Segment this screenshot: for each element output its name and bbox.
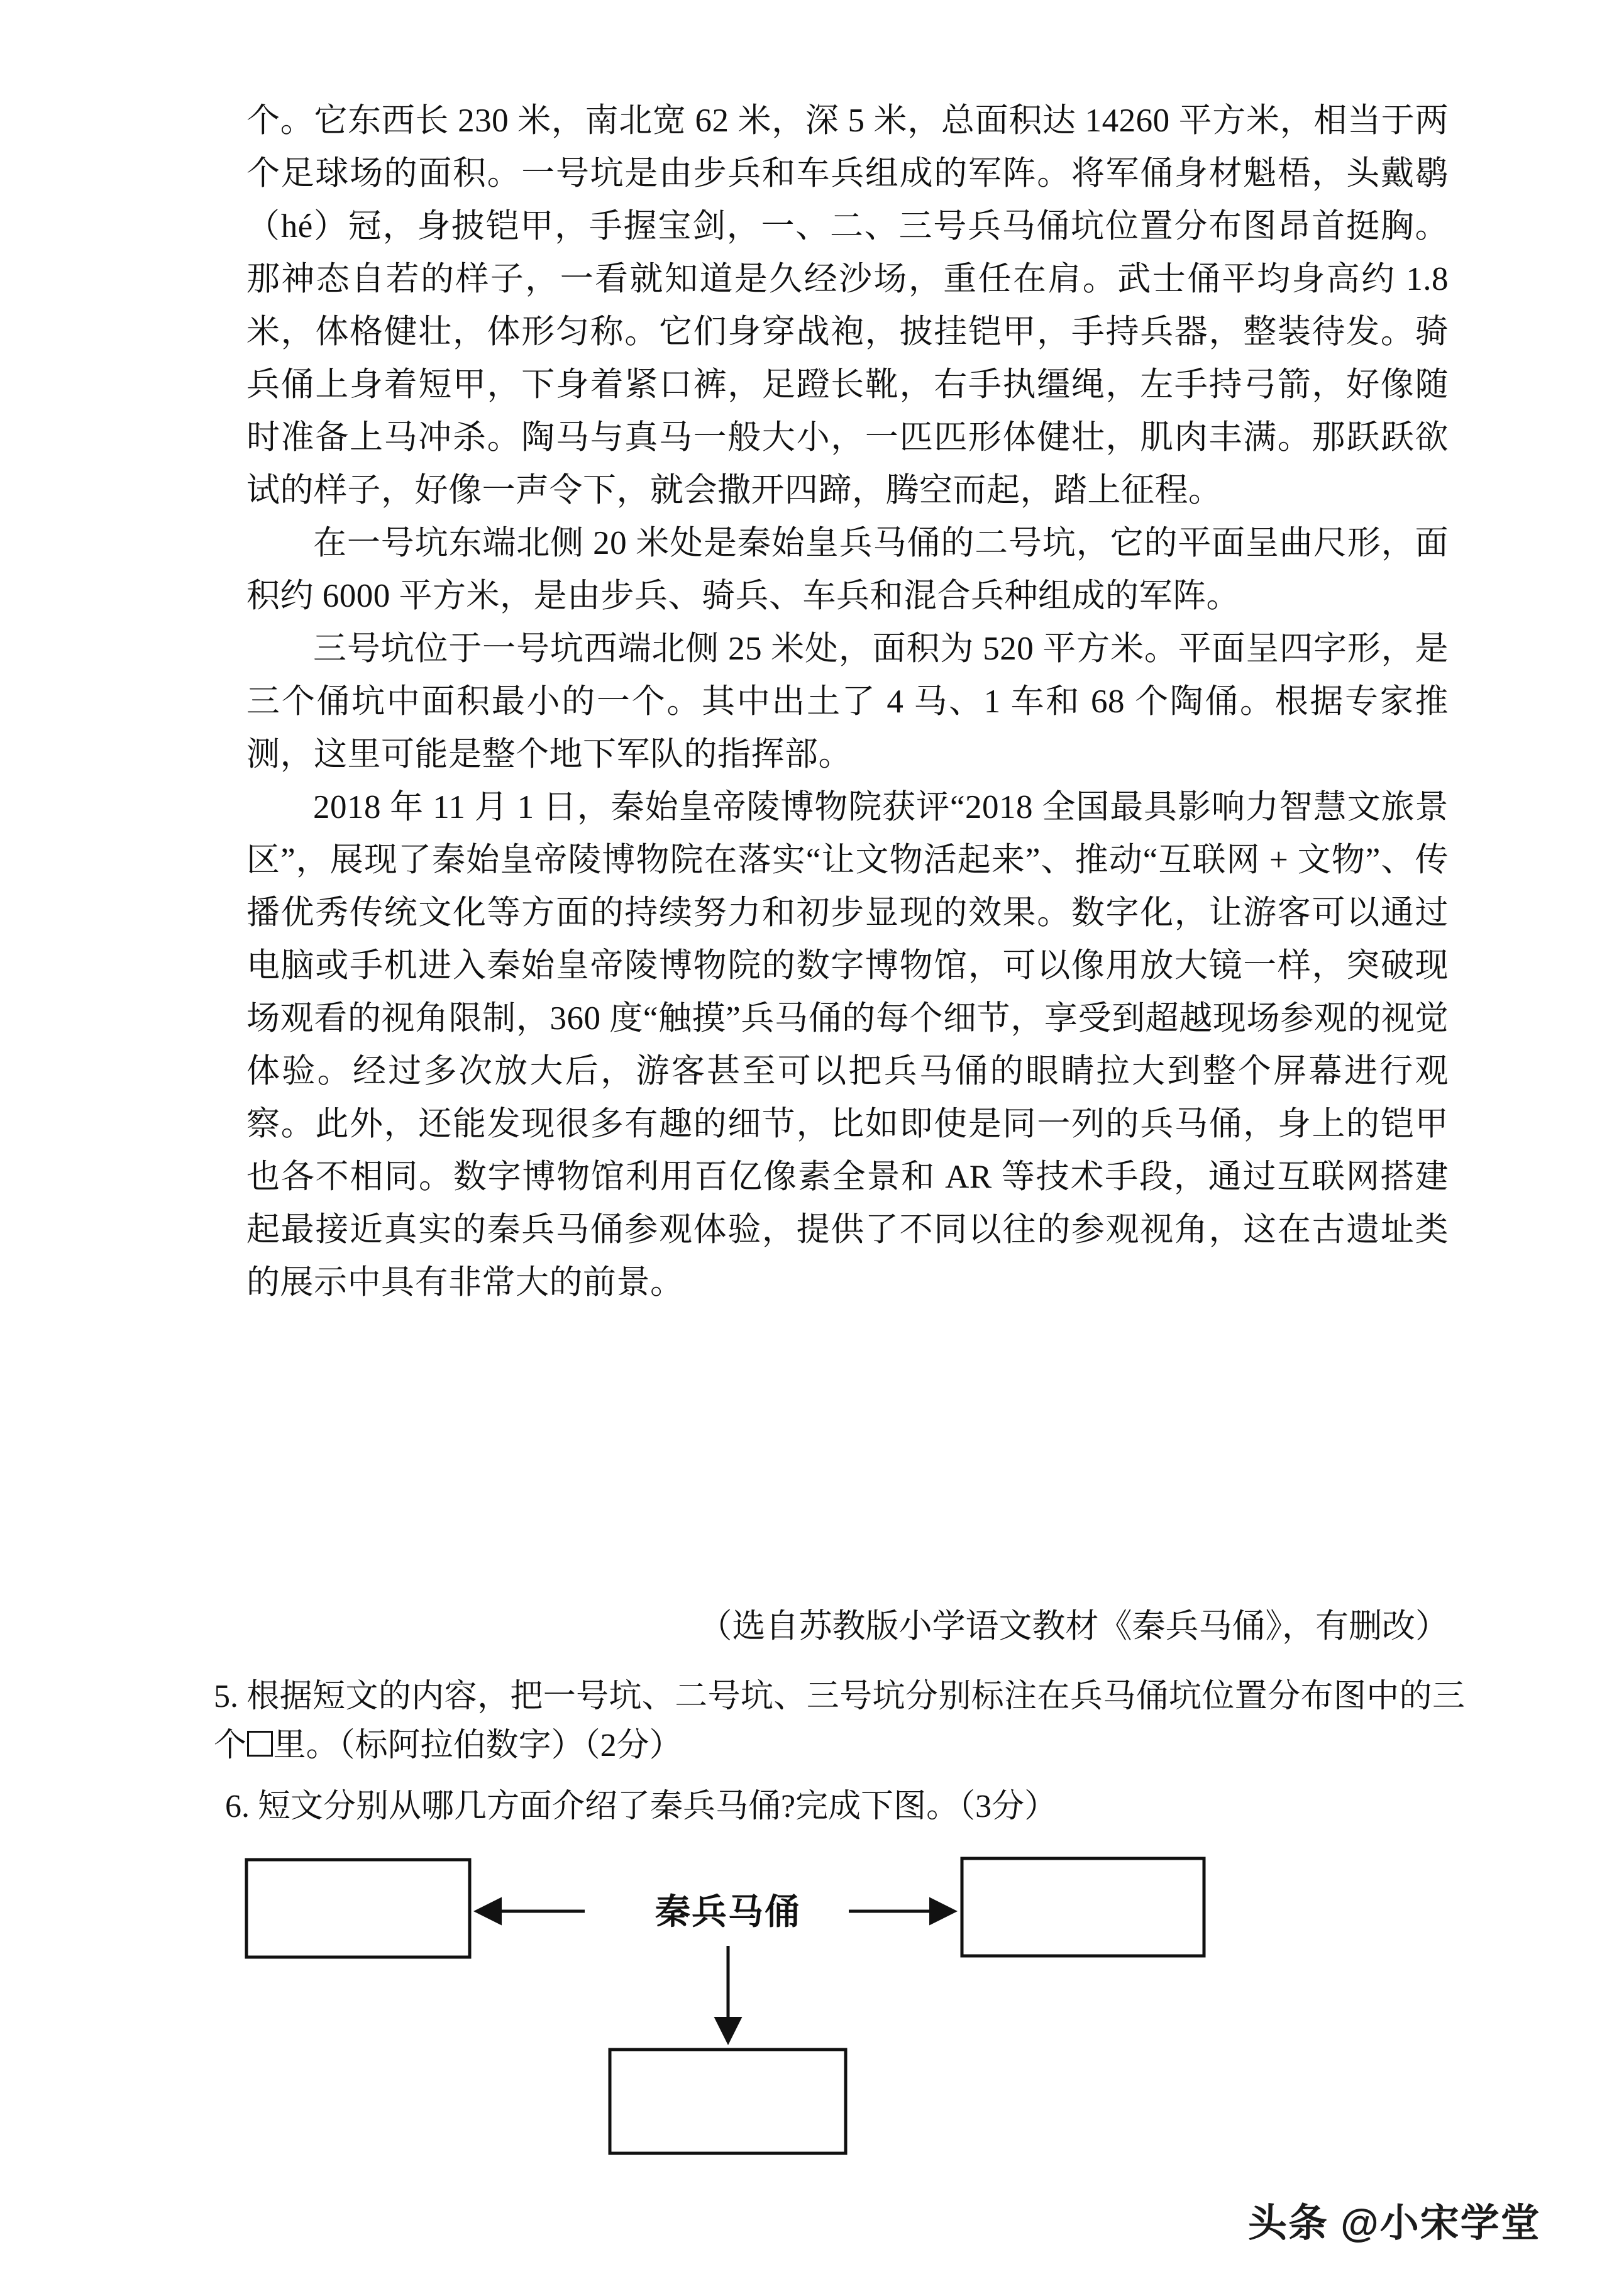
paragraph-text: 在一号坑东端北侧 20 米处是秦始皇兵马俑的二号坑，它的平面呈曲尺形，面积约 6000 平方米，是由步兵、骑兵、车兵和混合兵种组成的军阵。: [246, 525, 1449, 614]
blank-square-icon[interactable]: [247, 1731, 273, 1757]
source-attribution: [246, 1600, 1449, 1653]
question-6-text: 6. 短文分别从哪几方面介绍了秦兵马俑?完成下图。（3分）: [225, 1789, 1058, 1824]
diagram-center-label: 秦兵马俑: [655, 1893, 801, 1932]
question-6: [214, 1782, 1465, 1831]
passage-paragraph-2: [246, 517, 1449, 622]
paragraph-text: 三号坑位于一号坑西端北侧 25 米处，面积为 520 平方米。平面呈四字形，是三个俑坑中面积最小的一个。其中出土了 4 马、1 车和 68 个陶俑。根据专家推测，这里可能是整个地下军队的指挥部。: [246, 631, 1449, 773]
source-attribution-text: （选自苏教版小学语文教材《秦兵马俑》，有删改）: [699, 1608, 1449, 1645]
reading-passage: [246, 94, 1449, 1309]
diagram-box-left[interactable]: [246, 1860, 470, 1957]
diagram-svg: [214, 1842, 1465, 2182]
diagram-box-bottom[interactable]: [610, 2050, 846, 2153]
paragraph-text: 2018 年 11 月 1 日，秦始皇帝陵博物院获评“2018 全国最具影响力智慧文旅景区”，展现了秦始皇帝陵博物院在落实“让文物活起来”、推动“互联网 + 文物”、传播优秀传统文化等方面的持续努力和初步显现的效果。数字化，让游客可以通过电脑或手机进入秦始皇帝陵博物院的数字博物馆，可以像用放大镜一样，突破现场观看的视角限制，360 度“触摸”兵马俑的每个细节，享受到超越现场参观的视觉体验。经过多次放大后，游客甚至可以把兵马俑的眼睛拉大到整个屏幕进行观察。此外，还能发现很多有趣的细节，比如即使是同一列的兵马俑，身上的铠甲也各不相同。数字博物馆利用百亿像素全景和 AR 等技术手段，通过互联网搭建起最接近真实的秦兵马俑参观体验，提供了不同以往的参观视角，这在古遗址类的展示中具有非常大的前景。: [246, 789, 1449, 1301]
paragraph-text: 个。它东西长 230 米，南北宽 62 米，深 5 米，总面积达 14260 平方米，相当于两个足球场的面积。一号坑是由步兵和车兵组成的军阵。将军俑身材魁梧，头戴鹖（hé）冠，身披铠甲，手握宝剑，一、二、三号兵马俑坑位置分布图昂首挺胸。那神态自若的样子，一看就知道是久经沙场，重任在肩。武士俑平均身高约 1.8 米，体格健壮，体形匀称。它们身穿战袍，披挂铠甲，手持兵器，整装待发。骑兵俑上身着短甲，下身着紧口裤，足蹬长靴，右手执缰绳，左手持弓箭，好像随时准备上马冲杀。陶马与真马一般大小，一匹匹形体健壮，肌肉丰满。那跃跃欲试的样子，好像一声令下，就会撒开四蹄，腾空而起，踏上征程。: [246, 102, 1449, 509]
watermark: [1248, 2182, 1588, 2257]
question-5-suffix: 里。（标阿拉伯数字）（2分）: [273, 1728, 682, 1763]
passage-paragraph-3: [246, 622, 1449, 781]
question-5-text: [214, 1672, 1465, 1770]
diagram-box-right[interactable]: [962, 1858, 1204, 1956]
passage-paragraph-1: [246, 94, 1449, 517]
question-5-prompt: 5. 根据短文的内容，把一号坑、二号坑、三号坑分别标注在兵马俑坑位置分布图中的三个: [214, 1679, 1465, 1763]
concept-map-diagram: [214, 1842, 1465, 2182]
question-5: [214, 1672, 1465, 1770]
passage-paragraph-4: [246, 781, 1449, 1309]
watermark-text: 头条 @小宋学堂: [1248, 2201, 1541, 2245]
